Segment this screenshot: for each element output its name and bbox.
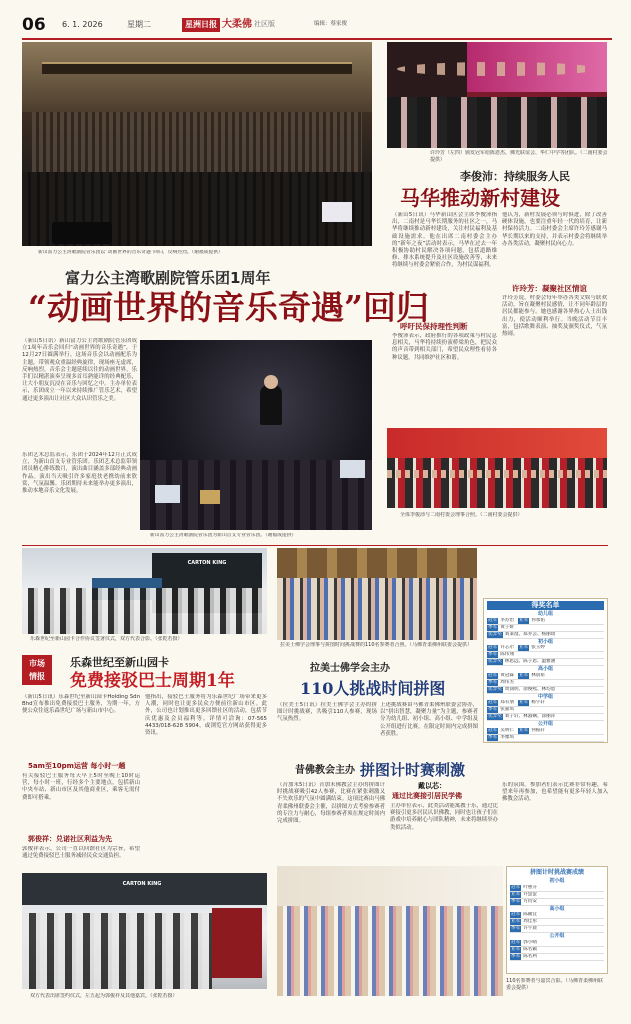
winners-table xyxy=(483,598,608,743)
table-row xyxy=(487,735,604,742)
article-body: 他指出，接驳巴士服务将为乐森世纪广场带来更多人潮，同时也让更多民众方便前往新山市区。此外，公司也计划推出更多回馈社区的活动，包括节庆优惠及会员福利等。详情可洽询：07-565 4433/018-628 5904，或浏览官方网站获得更多资讯。 xyxy=(145,694,267,737)
article-headline: “动画世界的音乐奇遇”回归 xyxy=(28,288,429,327)
table-group-header: 高小组 xyxy=(549,905,565,912)
article-body: （新山5日讯）马华新山区会主席李俊沛指出，二南村是马华长期服务的社区之一，马华将继续推动新村建设，关注村民福利及基础设施需求。他在出席二南村委会主办的“新年之夜”活动时表示，马华在过去一年积极协助村民解决各项问题，包括道路维修、排水系统提升及社区设施改善等，未来将继续与村委会紧密合作，为村民谋福利。 xyxy=(392,212,497,269)
concert-hall-photo xyxy=(22,42,372,246)
table-cell: 优异奖 xyxy=(488,714,502,720)
table-cell: 季军 xyxy=(511,953,521,959)
table-cell: 亚军 xyxy=(511,946,521,952)
photo-caption: 乐森世纪至新山园卡合作协议签署仪式，双方代表合影。（张乾若摄） xyxy=(30,636,183,642)
table-cell: 冠军 xyxy=(511,939,521,945)
table-cell: 亚军 xyxy=(519,700,529,706)
table-row xyxy=(487,618,604,625)
signing-photo: CARTON KING xyxy=(22,873,267,989)
table-cell: 吴明仁 xyxy=(500,727,514,733)
article-kicker: 乐森世纪至新山园卡 xyxy=(70,656,169,669)
subheading: 5am至10pm运营 每小时一趟 xyxy=(28,762,126,770)
photo-caption: 新山富力公主湾歌剧院管乐团以“动画世界的音乐奇遇”回归，反响热烈。（谢福成提供） xyxy=(38,250,223,255)
table-row xyxy=(510,899,604,906)
table-group-header: 高小组 xyxy=(537,666,553,673)
article-headline: 免费接驳巴士周期1年 xyxy=(70,671,235,691)
article-body: 他认为，新村发展必须与时俱进，除了改善硬体设施，也要注重年轻一代的培育，让新村保持活力。二南村委会主席许玲芳感谢马华长期以来的支持，并表示村委会将继续举办各类活动，凝聚村民向心力。 xyxy=(502,212,607,247)
date: 6. 1. 2026 xyxy=(62,20,103,29)
subheading: 戴以芯： xyxy=(418,782,446,790)
table-row xyxy=(487,700,604,707)
table-cell: 许宇晨 xyxy=(523,926,537,932)
article-body: （新山5日讯）新山富力公主湾歌剧院管乐团成立1周年音乐会回归“动画世界的音乐奇遇”，于12月27日圆满举行。这场音乐会以动画配乐为主题，带领观众重温经典旋律，现场座无虚席，反响热烈。音乐会主题延续以往的动画世界，乐手们以精湛演奏呈现多首耳熟能详的经典配乐，让大小朋友沉浸在音乐与回忆之中。主办单位表示，乐团成立一年以来持续推广管乐艺术，希望通过更多演出让社区大众认识管乐之美。 xyxy=(22,338,137,402)
table-group-header: 中学组 xyxy=(537,693,553,700)
subheading: 呼吁民保持理性判断 xyxy=(400,322,468,331)
table-cell: 冠军 xyxy=(488,727,498,733)
page-number: 06 xyxy=(22,15,46,35)
signing-ceremony-photo: CARTON KING xyxy=(22,548,267,634)
article-body: 上述挑战赛由马佛青柔佛州联委会协办，以“拼出智慧，凝聚力量”为主题，参赛者分为幼儿组、初小组、高小组、中学组及公开组进行比赛，在限定时间内完成拼图者获胜。 xyxy=(380,702,478,737)
photo-caption: 110名参赛者与嘉宾合影。（马佛青柔佛州联委会提供） xyxy=(506,978,604,991)
table-cell: 冠军 xyxy=(488,645,498,651)
table-cell: 优异奖 xyxy=(488,631,502,637)
table-cell: 亚军 xyxy=(519,672,529,678)
photo-caption: 双方代表出席签约仪式，左五起为郭俊祥及其他嘉宾。（张乾若摄） xyxy=(30,993,178,999)
article-body: 主办单位表示，此类活动能寓教于乐，通过比赛接引更多居民认识佛教，同时也让孩子们在游戏中培养耐心与团队精神，未来将继续举办类似活动。 xyxy=(390,803,498,831)
table-cell: 陈伟翔 xyxy=(500,652,514,658)
table-cell: 郑有朋 xyxy=(500,700,514,706)
conductor-photo xyxy=(140,340,372,530)
table-row xyxy=(487,625,604,632)
table-cell: 亚军 xyxy=(519,617,529,623)
article-body: 乐团艺术总监表示，乐团于2024年12月正式成立，为新山首支专业管乐团。乐团艺术总监带领团员精心排练数月，演出曲目涵盖多部经典动画作品。演出当天吸引许多家庭扶老携幼前来欣赏，气氛温馨。乐团期待未来能举办更多演出，推动本地音乐文化发展。 xyxy=(22,452,137,495)
article-headline: 拼图计时赛刺激 xyxy=(360,761,466,779)
photo-caption: 新山富力公主湾歌剧院管乐团为新山首支专业管乐团。（谢福成提供） xyxy=(150,533,297,538)
article-kicker: 李俊沛：持续服务人民 xyxy=(460,170,570,183)
table-title: 得奖名单 xyxy=(487,601,604,610)
table-cell: 林思远、陈子恩、温雅涵 xyxy=(504,659,556,665)
table-cell: 季军 xyxy=(511,898,521,904)
table-group-header: 公开组 xyxy=(549,933,565,940)
article-kicker: 昔佛教会主办 xyxy=(295,765,355,776)
subheading: 许玲芳：凝聚社区情谊 xyxy=(512,284,587,293)
table-group-header: 初小组 xyxy=(549,878,565,885)
editor: 编辑：蔡家俊 xyxy=(314,21,348,27)
table-cell: 亚军 xyxy=(511,891,521,897)
table-cell: 季军 xyxy=(488,652,498,658)
table-group-header: 幼儿组 xyxy=(537,611,553,618)
table-body xyxy=(510,878,604,961)
table-cell: 李苏怡 xyxy=(500,617,514,623)
table-row xyxy=(510,919,604,926)
photo-caption: 许玲芳（左四）颁发冠军给陈恩杰、佛光联谊会、华仁中学等团队。（二南村委会提供） xyxy=(430,150,608,163)
table-cell: 叶惠芬 xyxy=(523,884,537,890)
article-headline: 马华推动新村建设 xyxy=(400,186,560,210)
table-cell: 李雅琪 xyxy=(500,734,514,740)
photo-caption: 全体李俊沛与二南村委会理事合照。（二南村委会提供） xyxy=(400,512,523,518)
table-cell: 优异奖 xyxy=(488,659,502,665)
table-cell: 方钧安 xyxy=(523,898,537,904)
table-row xyxy=(510,954,604,961)
article-kicker: 拉美士佛学会主办 xyxy=(310,663,390,674)
table-cell: 冠军 xyxy=(488,672,498,678)
table-title: 拼图计时挑战赛成绩 xyxy=(529,869,584,876)
article-body: （新山5日讯）乐森世纪至新山园卡Holding Sdn Bhd宣布推出免费接驳巴士服务，为期一年，方便公众往返乐森世纪广场与新山市中心。 xyxy=(22,694,140,715)
table-cell: 林晨希 xyxy=(531,672,545,678)
brand-right: 大柔佛 xyxy=(222,19,252,31)
table-row xyxy=(487,680,604,687)
table-row xyxy=(487,645,604,652)
table-row xyxy=(487,652,604,659)
table-body xyxy=(487,611,604,742)
table-cell: 周佳彤 xyxy=(523,919,537,925)
table-cell: 周伟杰 xyxy=(500,679,514,685)
page-header xyxy=(22,12,612,40)
article-body: 有关接驳巴士服务每天早上5时至晚上10时运营，每小时一班，行经多个主要地点，包括新山中央车站、新山市区及其他商业区，乘客无需付费即可搭乘。 xyxy=(22,773,140,801)
table-cell: 亚军 xyxy=(519,645,529,651)
section-tag xyxy=(22,655,52,685)
table-row xyxy=(487,728,604,735)
participants-photo xyxy=(277,866,503,996)
weekday: 星期二 xyxy=(127,20,151,29)
table-cell: 许芯尔 xyxy=(500,645,514,651)
tag-line2: 情报 xyxy=(29,672,45,681)
table-cell: 杨宇轩 xyxy=(531,700,545,706)
table-cell: 冠军 xyxy=(511,912,521,918)
table-cell: 何承佑 xyxy=(531,617,545,623)
article-body: 郭俊祥表示，公司一直以回馈社区为宗旨，希望通过免费接驳巴士服务减轻民众交通负担。 xyxy=(22,846,140,860)
table-cell: 季军 xyxy=(511,926,521,932)
article-body: 乐的氛围。参加者们表示比赛非常有趣，希望来年再参加，也希望能有更多年轻人加入佛教会活动。 xyxy=(502,782,608,803)
table-cell: 陈名利 xyxy=(523,953,537,959)
table-cell: 黄冠霖 xyxy=(500,672,514,678)
table-cell: 刘子轩、林淑娴、涂丽萍 xyxy=(504,714,556,720)
table-cell: 亚军 xyxy=(519,727,529,733)
group-photo xyxy=(387,428,607,508)
table-cell: 季军 xyxy=(488,679,498,685)
table-cell: 何振轩 xyxy=(531,727,545,733)
table-cell: 季军 xyxy=(488,734,498,740)
award-ceremony-photo xyxy=(387,42,607,148)
table-row xyxy=(510,912,604,919)
table-row xyxy=(510,940,604,947)
table-cell: 许萤萤 xyxy=(523,891,537,897)
table-group-header: 公开组 xyxy=(537,721,553,728)
table-cell: 郭小晴 xyxy=(523,939,537,945)
table-row xyxy=(487,632,604,639)
brand-logo xyxy=(182,15,275,35)
table-cell: 冠军 xyxy=(511,884,521,890)
divider xyxy=(22,545,608,546)
table-cell: 周润明、徐俊熙、林均恩 xyxy=(504,686,556,692)
table-cell: 冠军 xyxy=(488,617,498,623)
tag-line1: 市场 xyxy=(29,659,45,668)
table-row xyxy=(510,885,604,892)
table-cell: 陈颖宜 xyxy=(523,912,537,918)
table-cell: 季军 xyxy=(488,707,498,713)
table-row xyxy=(487,687,604,694)
table-cell: 张玉婷 xyxy=(531,645,545,651)
photo-caption: 拉美士佛学会理事与拼图时间挑战赛的110名参赛者合照。（马佛青柔佛州联委会提供） xyxy=(280,642,473,648)
article-headline: 110人挑战时间拼图 xyxy=(300,679,446,698)
brand-left: 星洲日报 xyxy=(182,18,220,33)
table-row xyxy=(487,707,604,714)
table-cell: 冠军 xyxy=(488,700,498,706)
article-body: （拉美士5日讯）拉美士佛学会主办的拼图计时挑战赛，共吸引110人参赛，现场气氛热烈。 xyxy=(277,702,377,723)
jigsaw-group-photo xyxy=(277,548,477,640)
table-cell: 黄子妍 xyxy=(500,624,514,630)
jigsaw-results-table xyxy=(506,866,608,974)
article-body: 李俊沛表示，政府推行的各项政策与村民息息相关，马华将持续扮演桥梁角色，把民众的声音带到相关部门，希望民众理性看待各种议题，共同维护社区和谐。 xyxy=(392,333,497,361)
article-body: （昔加末5日讯）昔加末佛教会主办的拼图计时挑战赛吸引42人参赛，比赛在紧张刺激又不失欢乐的气氛中圆满结束。这项比赛由马佛青柔佛州联委会主催，以拼图方式考验参赛者的专注力与耐心，每组参赛者须在规定时间内完成拼图。 xyxy=(277,782,385,825)
subheading: 郭俊祥：兑诺社区利益为先 xyxy=(28,835,112,843)
table-cell: 季军 xyxy=(488,624,498,630)
table-cell: 张嘉琪 xyxy=(500,707,514,713)
section-name: 社区版 xyxy=(254,20,275,29)
table-group-header: 初小组 xyxy=(537,638,553,645)
article-kicker: 富力公主湾歌剧院管乐团1周年 xyxy=(65,269,271,287)
table-cell: 优异奖 xyxy=(488,686,502,692)
subheading: 通过比赛接引居民学佛 xyxy=(392,792,462,800)
table-cell: 陈名颖 xyxy=(523,946,537,952)
table-cell: 亚军 xyxy=(511,919,521,925)
article-body: 许玲芳说，村委会每年举办各类文娱与联欢活动，旨在凝聚村民感情，让不同年龄层的居民都能参与。她也感谢各界热心人士出钱出力，使活动顺利举行。当晚活动节目丰富，包括歌舞表演、抽奖及颁奖仪式，气氛热闹。 xyxy=(502,295,607,338)
table-row xyxy=(510,892,604,899)
table-row xyxy=(510,947,604,954)
table-row xyxy=(487,673,604,680)
table-cell: 刘秉澄、郑乔芸、杨丽琦 xyxy=(504,631,556,637)
